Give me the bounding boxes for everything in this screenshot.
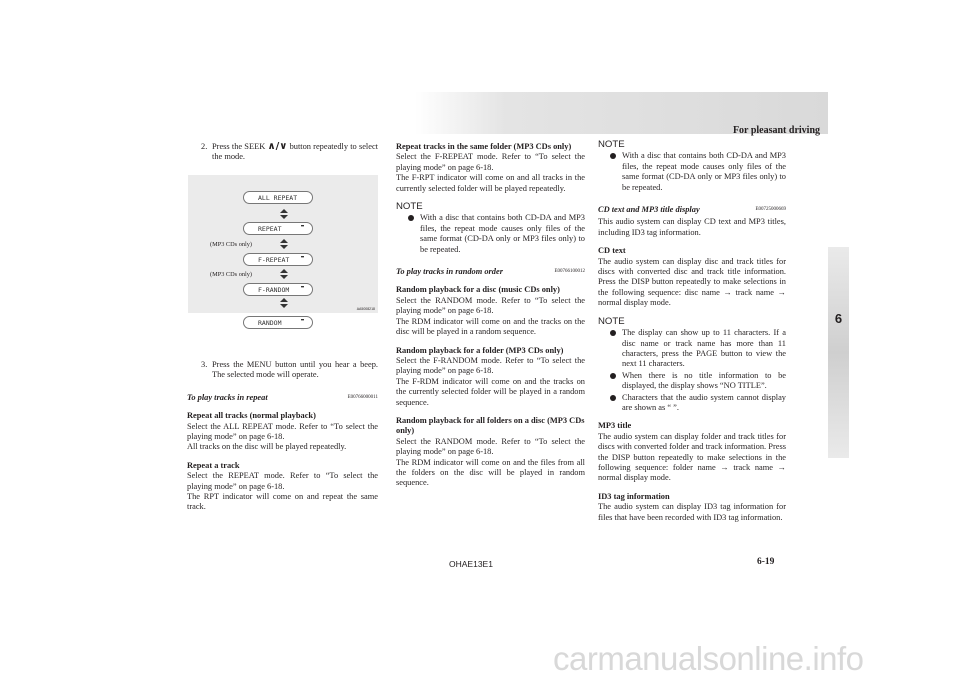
note-bullet [598, 328, 786, 370]
subheading: MP3 title [598, 421, 632, 431]
paragraph: Select the F-REPEAT mode. Refer to “To select the playing mode” on page 6-18. [396, 152, 585, 172]
note-bullet [598, 393, 786, 414]
mode-pill [243, 191, 313, 204]
mode-label: REPEAT [258, 225, 282, 233]
paragraph: The RDM indicator will come on and the files from all the folders on the disc will be played in random sequence. [396, 457, 585, 488]
bullet-text: Characters that the audio system cannot display are shown as “ ”. [622, 392, 786, 412]
subheading: Repeat tracks in the same folder (MP3 CDs only) [396, 142, 572, 151]
section-code: E00766100012 [554, 269, 585, 275]
step-number: 2. [201, 142, 208, 151]
paragraph: The RDM indicator will come on and the tracks on the disc will be played in a random sequence. [396, 316, 585, 337]
subheading: Repeat all tracks (normal playback) [187, 411, 316, 421]
bullet-text: When there is no title information to be displayed, the display shows “NO TITLE”. [622, 370, 786, 391]
mode-label: F-REPEAT [258, 256, 290, 264]
paragraph: The audio system can display disc and track titles for discs with converted disc and track title information. Press the DISP button repeatedly to make selections in the following sequence: disc name → track name → normal display mode. [598, 256, 786, 308]
note-title: NOTE [598, 139, 625, 150]
step-text: Press the MENU button until you hear a beep. The selected mode will operate. [212, 360, 378, 380]
note-bullet [598, 151, 786, 193]
note-title: NOTE [396, 201, 423, 213]
column-2 [396, 142, 585, 497]
paragraph: This audio system can display CD text and MP3 titles, including ID3 tag information. [598, 217, 786, 237]
bullet-icon [610, 373, 616, 379]
step-2 [187, 142, 378, 163]
mode-label: RANDOM [258, 319, 282, 327]
paragraph: Select the F-RANDOM mode. Refer to “To select the playing mode” on page 6-18. [396, 355, 585, 376]
mode-pill [243, 253, 313, 266]
chapter-tab [828, 247, 849, 458]
bullet-text: With a disc that contains both CD-DA and MP3 files, the repeat mode causes only files of the same format (CD-DA only or MP3 files only) to be repeated. [420, 213, 585, 254]
footer-code: OHAE13E1 [449, 559, 493, 569]
section-heading [396, 267, 585, 277]
chapter-number: 6 [834, 311, 843, 326]
column-1 [187, 142, 378, 163]
mp3-only-label: (MP3 CDs only) [210, 241, 252, 248]
section-heading [598, 205, 786, 215]
page-number: 6-19 [757, 557, 775, 567]
paragraph: Select the REPEAT mode. Refer to “To select the playing mode” on page 6-18. [187, 471, 378, 491]
paragraph: The F-RDM indicator will come on and the tracks on the currently selected folder will be played in a random sequence. [396, 376, 585, 407]
watermark: carmanualsonline.info [553, 640, 864, 677]
note-bullet [598, 371, 786, 392]
section-title: CD text and MP3 title display [598, 205, 700, 215]
double-arrow-icon [280, 269, 288, 279]
paragraph: The RPT indicator will come on and repeat the same track. [187, 492, 378, 512]
bullet-icon [610, 330, 616, 336]
step-number: 3. [201, 360, 208, 369]
step-3 [187, 360, 378, 381]
paragraph: Select the RANDOM mode. Refer to “To select the playing mode” on page 6-18. [396, 436, 585, 457]
seek-up-down-icon: ∧/∨ [267, 141, 288, 152]
bullet-text: With a disc that contains both CD-DA and MP3 files, the repeat mode causes only files of the same format (CD-DA only or MP3 files only) to be repeated. [622, 151, 786, 192]
running-header: For pleasant driving [732, 125, 820, 136]
mode-label: ALL REPEAT [258, 194, 298, 202]
double-arrow-icon [280, 239, 288, 249]
signal-icon: ▬ [300, 284, 304, 290]
section-heading [187, 393, 378, 403]
paragraph: Select the RANDOM mode. Refer to “To select the playing mode” on page 6-18. [396, 295, 585, 316]
subheading: CD text [598, 246, 626, 256]
step-text: button repeatedly to select the mode. [212, 142, 379, 162]
double-arrow-icon [280, 298, 288, 308]
paragraph: Select the ALL REPEAT mode. Refer to “To select the playing mode” on page 6-18. [187, 421, 378, 442]
signal-icon: ▬ [300, 254, 304, 260]
mode-pill [243, 316, 313, 329]
mode-pill [243, 222, 313, 235]
figure-code: AA5008218 [356, 307, 375, 311]
signal-icon: ▬ [300, 317, 304, 323]
section-code: E00725000669 [755, 207, 786, 213]
bullet-text: The display can show up to 11 characters. If a disc name or track name has more than 11 characters, press the PAGE button to view the next 11 characters. [622, 328, 786, 369]
bullet-icon [408, 215, 414, 221]
subheading: Random playback for all folders on a disc (MP3 CDs only) [396, 415, 585, 436]
step-text: Press the SEEK [212, 142, 266, 151]
mode-label: F-RANDOM [258, 286, 290, 294]
subheading: Random playback for a disc (music CDs only) [396, 285, 560, 295]
bullet-icon [610, 395, 616, 401]
double-arrow-icon [280, 209, 288, 219]
mode-pill [243, 283, 313, 296]
signal-icon: ▬ [300, 223, 304, 229]
section-code: E00766000011 [347, 394, 378, 400]
paragraph: All tracks on the disc will be played repeatedly. [187, 442, 347, 452]
note-bullet [396, 213, 585, 255]
paragraph: The F-RPT indicator will come on and all tracks in the currently selected folder will be played repeatedly. [396, 173, 585, 193]
column-3 [598, 140, 786, 531]
repeat-mode-figure [188, 175, 378, 313]
mp3-only-label: (MP3 CDs only) [210, 271, 252, 278]
section-title: To play tracks in random order [396, 267, 503, 277]
subheading: ID3 tag information [598, 491, 670, 501]
section-title: To play tracks in repeat [187, 392, 268, 402]
paragraph: The audio system can display folder and track titles for discs with converted folder and track information. Press the DISP button repeatedly to make selections in the following sequence: folder name → track name → normal display mode. [598, 431, 786, 483]
column-1-lower [187, 360, 378, 521]
subheading: Random playback for a folder (MP3 CDs only) [396, 345, 564, 355]
paragraph: The audio system can display ID3 tag information for files that have been recorded with ID3 tag information. [598, 502, 786, 522]
bullet-icon [610, 153, 616, 159]
subheading: Repeat a track [187, 460, 240, 470]
note-title: NOTE [598, 315, 625, 327]
